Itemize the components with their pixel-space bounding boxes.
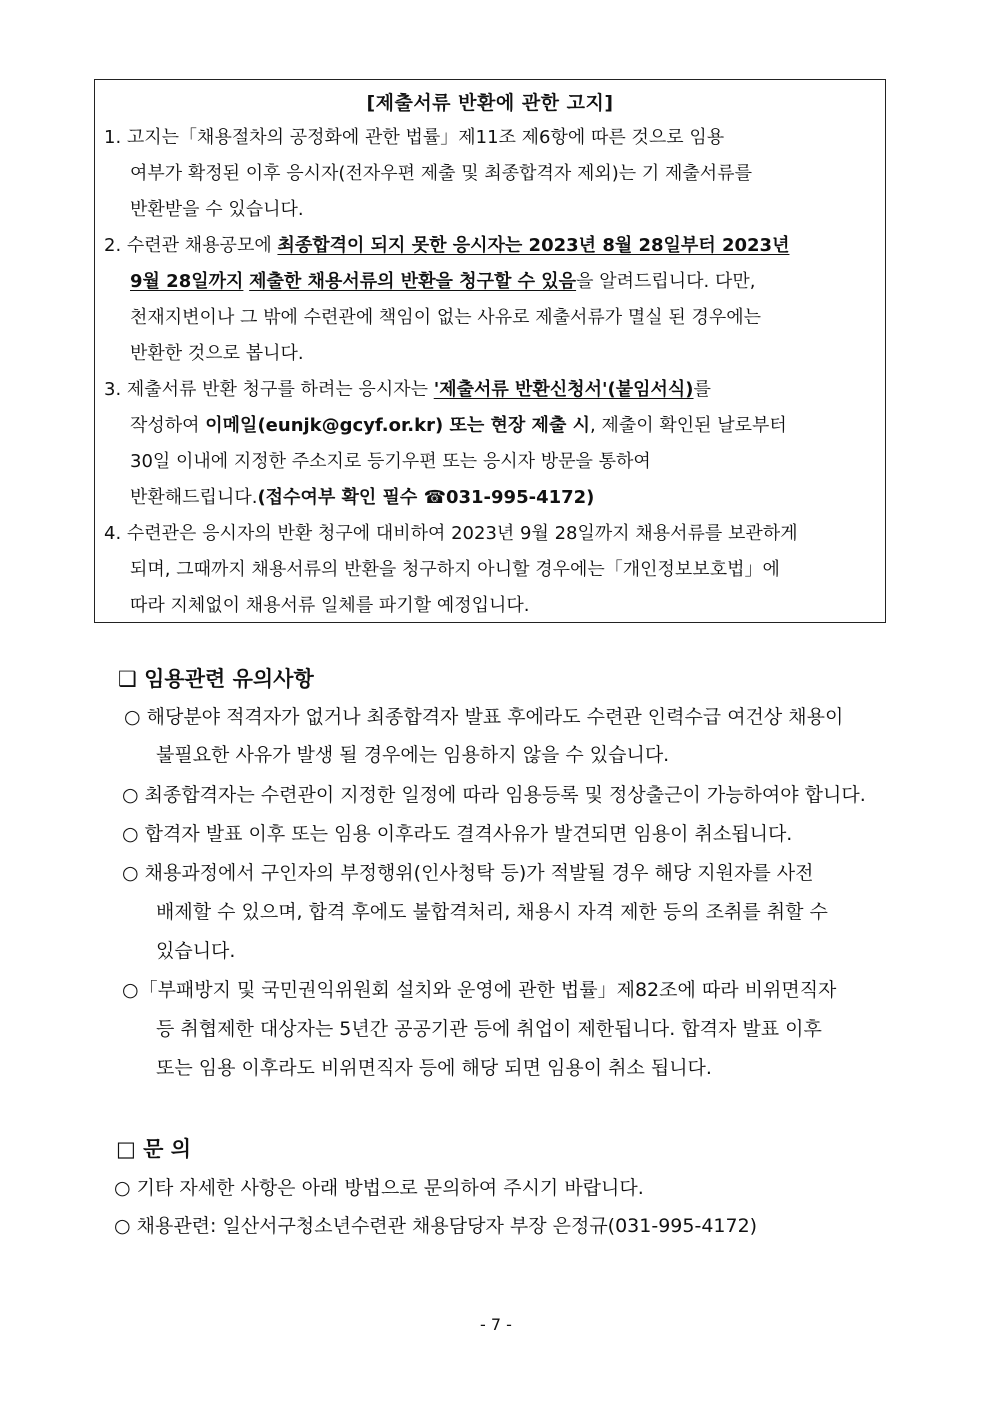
notice-item3-line1-post: 를 — [693, 379, 711, 400]
notice-title: [제출서류 반환에 관한 고지] — [366, 92, 614, 114]
notice-item2-line4: 반환한 것으로 봅니다. — [130, 343, 304, 364]
notice-item2-line3: 천재지변이나 그 밖에 수련관에 책임이 없는 사유로 제출서류가 멸실 된 경우에는 — [130, 307, 762, 328]
notice-item1-line3: 반환받을 수 있습니다. — [130, 199, 304, 220]
notice-item3-line4-text: 반환해드립니다. — [130, 487, 258, 508]
notice-item4-line1: 4. 수련관은 응시자의 반환 청구에 대비하여 2023년 9월 28일까지 채용서류를 보관하게 — [104, 523, 798, 544]
notice-item2-claim: 제출한 채용서류의 반환을 청구할 수 있음 — [249, 271, 577, 292]
notice-item1-line1: 1. 고지는「채용절차의 공정화에 관한 법률」제11조 제6항에 따른 것으로 임용 — [104, 127, 725, 148]
notice-item2-emphasis: 최종합격이 되지 못한 응시자는 2023년 8월 28일부터 2023년 — [277, 235, 790, 256]
notice-item3-form-name: '제출서류 반환신청서'(붙임서식) — [433, 379, 694, 400]
notice-item3-line2-post: , 제출이 확인된 날로부터 — [590, 415, 787, 436]
caution-bullet5-line1: ○「부패방지 및 국민권익위원회 설치와 운영에 관한 법률」제82조에 따라 비위면직자 — [122, 979, 837, 1001]
page-number: - 7 - — [480, 1315, 512, 1334]
notice-item3-line3: 30일 이내에 지정한 주소지로 등기우편 또는 응시자 방문을 통하여 — [130, 451, 651, 472]
inquiry-bullet2: ○ 채용관련: 일산서구청소년수련관 채용담당자 부장 은정규(031-995-4172) — [114, 1215, 758, 1237]
notice-item4-line3: 따라 지체없이 채용서류 일체를 파기할 예정입니다. — [130, 595, 530, 616]
notice-item2-line1-text: 2. 수련관 채용공모에 — [104, 235, 278, 256]
inquiry-bullet1: ○ 기타 자세한 사항은 아래 방법으로 문의하여 주시기 바랍니다. — [114, 1177, 644, 1199]
caution-bullet4-line1: ○ 채용과정에서 구인자의 부정행위(인사청탁 등)가 적발될 경우 해당 지원자를 사전 — [122, 862, 814, 884]
caution-bullet2: ○ 최종합격자는 수련관이 지정한 일정에 따라 임용등록 및 정상출근이 가능하여야 합니다. — [122, 784, 866, 806]
notice-item2-line2-text: 을 알려드립니다. 다만, — [576, 271, 756, 292]
inquiry-section-title: □ 문 의 — [116, 1137, 192, 1161]
notice-item3-line1 — [104, 378, 711, 402]
notice-item2-line2 — [130, 270, 755, 294]
caution-bullet5-line3: 또는 임용 이후라도 비위면직자 등에 해당 되면 임용이 취소 됩니다. — [156, 1057, 712, 1079]
notice-item3-email[interactable]: 이메일(eunjk@gcyf.or.kr) 또는 현장 제출 시 — [205, 415, 590, 436]
notice-item2-line1 — [104, 234, 789, 258]
caution-bullet5-line2: 등 취협제한 대상자는 5년간 공공기관 등에 취업이 제한됩니다. 합격자 발표 이후 — [156, 1018, 822, 1040]
notice-item3-line1-text: 3. 제출서류 반환 청구를 하려는 응시자는 — [104, 379, 434, 400]
caution-bullet1-line1: ○ 해당분야 적격자가 없거나 최종합격자 발표 후에라도 수련관 인력수급 여건상 채용이 — [124, 706, 844, 728]
caution-section-title: ❑ 임용관련 유의사항 — [118, 667, 314, 691]
notice-item3-line2 — [130, 414, 787, 438]
caution-bullet3: ○ 합격자 발표 이후 또는 임용 이후라도 결격사유가 발견되면 임용이 취소됩니다. — [122, 823, 793, 845]
notice-item3-line4 — [130, 486, 594, 510]
notice-item3-line2-text: 작성하여 — [130, 415, 206, 436]
notice-item3-phone: (접수여부 확인 필수 ☎031-995-4172) — [257, 487, 595, 508]
notice-item4-line2: 되며, 그때까지 채용서류의 반환을 청구하지 아니할 경우에는「개인정보보호법」에 — [130, 559, 780, 580]
caution-bullet4-line3: 있습니다. — [156, 940, 236, 962]
caution-bullet4-line2: 배제할 수 있으며, 합격 후에도 불합격처리, 채용시 자격 제한 등의 조취를 취할 수 — [156, 901, 828, 923]
caution-bullet1-line2: 불필요한 사유가 발생 될 경우에는 임용하지 않을 수 있습니다. — [156, 744, 670, 766]
notice-item1-line2: 여부가 확정된 이후 응시자(전자우편 제출 및 최종합격자 제외)는 기 제출서류를 — [130, 163, 752, 184]
notice-item2-deadline: 9월 28일까지 — [130, 271, 244, 292]
